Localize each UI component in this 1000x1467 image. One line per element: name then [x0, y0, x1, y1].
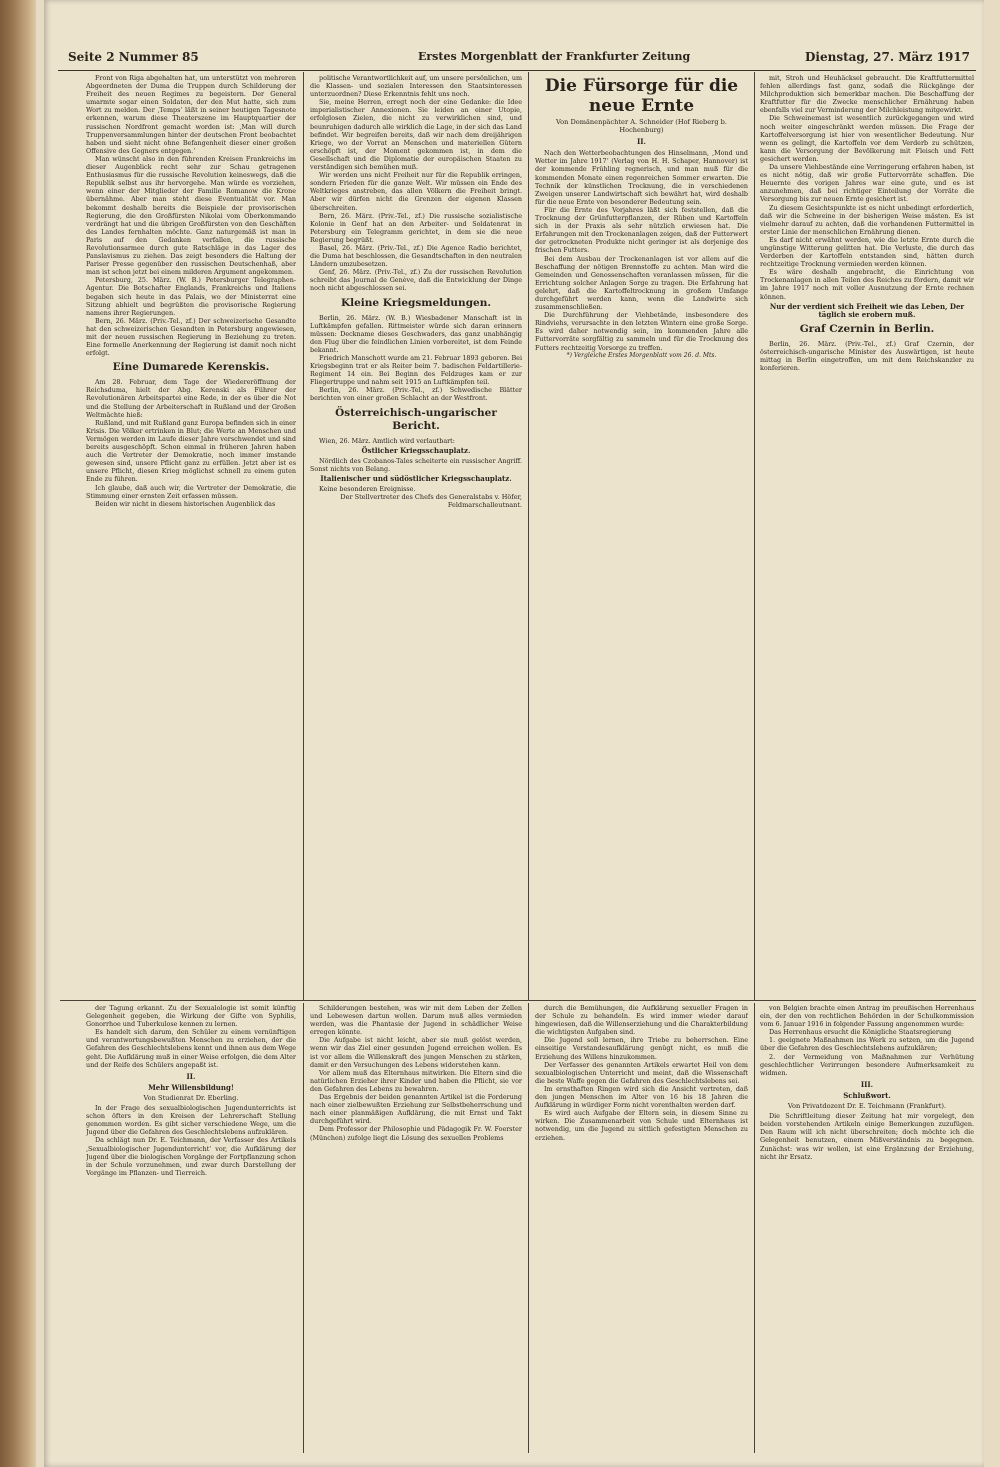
paragraph: Genf, 26. März. (Priv.-Tel., zf.) Zu der russischen Revolution schreibt das Journal de Genève, daß die Entwicklung der Dinge noch nicht abgeschlossen sei. [310, 268, 522, 293]
lower-column-2 [310, 1004, 522, 1454]
paragraph: Der Verfasser des genannten Artikels erwartet Heil von dem sexualbiologischen Unterricht und meint, daß die Wissenschaft die beste Waffe gegen die Gefahren des Geschlechtslebens sei. [535, 1060, 748, 1085]
paragraph: politische Verantwortlichkeit auf, um unsere persönlichen, um die Klassen- und sozialen Interessen den Staatsinteressen unterzuordnen? Diese Erkenntnis fehlt uns noch. [310, 74, 522, 99]
section-number: II. [186, 1071, 196, 1081]
column-rule [528, 72, 529, 1000]
paragraph: Am 28. Februar, dem Tage der Wiedereröffnung der Reichsduma, hielt der Abg. Kerenski als Führer der Revolutionären Arbeitspartei eine Rede, in der es über die Not und die Stellung der Arbeiterschaft in Rußland und der Großen Weltmächte hieß: [86, 378, 296, 419]
paragraph: Keine besonderen Ereignisse. [319, 485, 416, 494]
subheading: Östlicher Kriegsschauplatz. [361, 445, 471, 455]
paragraph: Basel, 26. März. (Priv.-Tel., zf.) Die Agence Radio berichtet, die Duma hat beschlossen, die Gesandtschaften in den neutralen Ländern umzubesetzen. [310, 243, 522, 269]
article-title: Die Fürsorge für die neue Ernte [544, 76, 739, 116]
column-rule [754, 72, 755, 1000]
subheading: Schlußwort. [843, 1090, 891, 1100]
paragraph: Die Jugend soll lernen, ihre Triebe zu beherrschen. Eine einseitige Verstandesaufklärung genügt nicht, es muß die Erziehung des Willens hinzukommen. [535, 1036, 748, 1061]
dateline: Wien, 26. März. Amtlich wird verlautbart: [319, 436, 455, 445]
paragraph: Die Schweinemast ist wesentlich zurückgegangen und wird noch weiter eingeschränkt werden müssen. Die Frage der Kartoffelversorgung ist hier von wesentlicher Bedeutung. Nur wenn es gelingt, die Kartoffeln vor dem Verderb zu schützen, kann die Versorgung der Bevölkerung mit Fleisch und Fett gesichert werden. [760, 114, 974, 163]
paragraph: Im ernsthaften Ringen wird sich die Ansicht vertreten, daß den jungen Menschen im Alter von 16 bis 18 Jahren die Aufklärung in würdiger Form nicht vorenthalten werden darf. [535, 1084, 748, 1110]
running-header [58, 46, 976, 71]
column-rule [528, 1003, 529, 1453]
issue-date: Dienstag, 27. März 1917 [805, 50, 970, 64]
column-2 [310, 74, 522, 998]
paragraph: Das Herrenhaus ersucht die Königliche Staatsregierung [769, 1028, 952, 1037]
paragraph: Ich glaube, daß auch wir, die Vertreter der Demokratie, die Stimmung einer ernsten Zeit erfassen müssen. [86, 483, 296, 500]
paragraph: Das Ergebnis der beiden genannten Artikel ist die Forderung nach einer zielbewußten Erziehung zur Selbstbeherrschung und nach einer planmäßigen Aufklärung, die mit Ernst und Takt durchgeführt wird. [310, 1093, 522, 1126]
paragraph: Vor allem muß das Elternhaus mitwirken. Die Eltern sind die natürlichen Erzieher ihrer Kinder und haben die Pflicht, sie vor den Gefahren des Lebens zu bewahren. [310, 1068, 522, 1093]
paragraph: Bern, 26. März. (Priv.-Tel., zf.) Die russische sozialistische Kolonie in Genf hat an den Arbeiter- und Soldatenrat in Petersburg ein Telegramm gerichtet, in dem sie die neue Regierung begrüßt. [310, 211, 522, 244]
byline: Von Privatdozent Dr. E. Teichmann (Frankfurt). [787, 1102, 947, 1111]
paragraph: Es wäre deshalb angebracht, die Einrichtung von Trockenanlagen in allen Teilen des Reiches zu fördern, damit wir im Jahre 1917 noch mit voller Ausnutzung der Ernte rechnen können. [760, 268, 974, 301]
section-rule [60, 1000, 976, 1001]
paragraph: Rußland, und mit Rußland ganz Europa befinden sich in einer Krisis. Die Völker ertrinken in Blut; die Werte an Menschen und Vermögen werden im Laufe dieser Jahre verschwendet und sind bereits ausgeschöpft. Schon einmal in früheren Jahren haben auch die Vertreter der Demokratie, noch immer imstande gewesen sind, unsere Pflicht ganz zu erfüllen. Jetzt aber ist es unsere Pflicht, diesen Krieg möglichst schnell zu einem guten Ende zu führen. [86, 418, 296, 484]
lower-column-3 [535, 1004, 748, 1454]
column-3 [535, 74, 748, 998]
section-number: III. [860, 1079, 874, 1089]
masthead: Erstes Morgenblatt der Frankfurter Zeitung [418, 50, 691, 63]
paragraph: 1. geeignete Maßnahmen ins Werk zu setzen, um die Jugend über die Gefahren des Geschlechtslebens aufzuklären; [760, 1036, 974, 1053]
paragraph: Sie, meine Herren, erregt noch der eine Gedanke: die Idee imperialistischer Annexionen. Sie leiden an einer Utopie, erfolglosen Zielen, die nicht zu verwirklichen sind, und beunruhigen dadurch alle wirklich die Lage, in der sich das Land befindet. Wir begreifen bereits, daß wir nach dem dreijährigen Kriege, wo der Vorrat an Menschen und materiellen Gütern erschöpft ist, der Moment gekommen ist, in dem die Gesellschaft und die Diplomatie der europäischen Staaten zu verständigen sich bemühen muß. [310, 98, 522, 172]
paragraph: Nördlich des Czobanos-Tales scheiterte ein russischer Angriff. Sonst nichts von Belang. [310, 456, 522, 473]
paragraph: von Belgien brachte einen Antrag im preußischen Herrenhaus ein, der den von rechtlichen Behörden in der Schulkommission vom 6. Januar 1916 in folgender Fassung angenommen wurde: [760, 1004, 974, 1029]
lower-column-1 [86, 1004, 296, 1454]
paragraph: Da unsere Viehbestände eine Verringerung erfahren haben, ist es nicht nötig, daß wir große Futtervorräte schaffen. Die Heuernte des vorigen Jahres war eine gute, und es ist anzunehmen, daß bei richtiger Einteilung der Vorräte die Versorgung bis zur neuen Ernte gesichert ist. [760, 163, 974, 204]
article-heading: Eine Dumarede Kerenskis. [112, 361, 270, 374]
paragraph: Es handelt sich darum, den Schüler zu einem vernünftigen und verantwortungsbewußten Menschen zu erziehen, der die Gefahren des Geschlechtslebens kennt und ihnen aus dem Wege geht. Die Aufklärung muß in einer Weise erfolgen, die dem Alter und der Reife des Schülers angepaßt ist. [86, 1028, 296, 1069]
paragraph: durch die Bemühungen, die Aufklärung sexueller Fragen in der Schule zu behandeln. Es wird immer wieder darauf hingewiesen, daß die Willenserziehung und die Charakterbildung die wichtigsten Aufgaben sind. [535, 1004, 748, 1037]
paragraph: Nach den Wetterbeobachtungen des Hinselmann, ‚Mond und Wetter im Jahre 1917‘ (Verlag von H. H. Schaper, Hannover) ist der kommende Frühling regnerisch, und man muß für die kommenden Monate einen regenreichen Sommer erwarten. Die Technik der künstlichen Trocknung, die in verschiedenen Zweigen unserer Landwirtschaft sich bewährt hat, wird deshalb für die neue Ernte von besonderer Bedeutung sein. [535, 149, 748, 206]
article-heading: Graf Czernin in Berlin. [799, 322, 935, 335]
paragraph: 2. der Vermeidung von Maßnahmen zur Verhütung geschlechtlicher Verirrungen besondere Aufmerksamkeit zu widmen. [760, 1052, 974, 1077]
paragraph: Dem Professor der Philosophie und Pädagogik Fr. W. Foerster (München) zufolge liegt die Lösung des sexuellen Problems [310, 1125, 522, 1142]
paragraph: Friedrich Manschott wurde am 21. Februar 1893 geboren. Bei Kriegsbeginn trat er als Reiter beim 7. badischen Feldartillerie-Regiment 14 ein. Bei Beginn des Feldzuges kam er zur Fliegertruppe und nahm seit 1915 an Luftkämpfen teil. [310, 354, 522, 387]
paragraph: Petersburg, 25. März. (W. B.) Petersburger Telegraphen-Agentur. Die Botschafter Englands, Frankreichs und Italiens begaben sich heute in das Palais, wo der Ministerrat eine Sitzung abhielt und begrüßten die provisorische Regierung namens ihrer Regierungen. [86, 276, 296, 317]
paragraph: Berlin, 26. März. (Priv.-Tel., zf.) Schwedische Blätter berichten von einer großen Schlacht an der Westfront. [310, 386, 522, 403]
paragraph: Front von Riga abgehalten hat, um unterstützt von mehreren Abgeordneten der Duma die Truppen durch Schilderung der Freiheit des neuen Regimes zu begeistern. Der General umarmte sogar einen Soldaten, der den Mut hatte, sich zum Wort zu melden. Der ‚Temps‘ läßt in seiner heutigen Tagesnote erkennen, warum diese Theaterszene im Hauptquartier der russischen Nordfront gemacht worden ist: ‚Man will durch Truppenversammlungen hinter der deutschen Front beobachtet haben und sieht nicht ohne Befangenheit dieser einer großen Offensive des Gegners entgegen.‘ [86, 74, 296, 155]
byline: Von Domänenpächter A. Schneider (Hof Rieberg b. Hochenburg) [556, 118, 727, 135]
signature: Der Stellvertreter des Chefs des Generalstabs v. Höfer, Feldmarschalleutnant. [340, 493, 522, 510]
paragraph: Berlin, 26. März. (W. B.) Wiesbadener Manschaft ist in Luftkämpfen gefallen. Rittmeister würde sich daran erinnern müssen: Deckname dieses Geschwaders, das ganz unabhängig den Flug über die feindlichen Linien vorbereitet, ist dem Feinde bekannt. [310, 313, 522, 354]
paragraph: Bei dem Ausbau der Trockenanlagen ist vor allem auf die Beschaffung der nötigen Brennstoffe zu achten. Man wird die Gemeinden und Genossenschaften veranlassen müssen, für die Errichtung solcher Anlagen Sorge zu tragen. Die Erfahrung hat gelehrt, daß die Kartoffeltrocknung in großem Umfange durchgeführt werden kann, wenn die Landwirte sich zusammenschließen. [535, 254, 748, 312]
paragraph: Es darf nicht erwähnt werden, wie die letzte Ernte durch die ungünstige Witterung gelitten hat. Die Verluste, die durch das Verderben der Kartoffeln entstanden sind, hätten durch rechtzeitige Trocknung vermieden werden können. [760, 235, 974, 269]
paragraph: Die Aufgabe ist nicht leicht, aber sie muß gelöst werden, wenn wir das Ziel einer gesunden Jugend erreichen wollen. Es ist vor allem die Willenskraft des jungen Menschen zu stärken, damit er den Versuchungen des Lebens widerstehen kann. [310, 1036, 522, 1069]
paragraph: Man wünscht also in den führenden Kreisen Frankreichs im dieser Augenblick recht sehr zur Schau getragenen Enthusiasmus für die russische Revolution keineswegs, daß die Republik selbst aus ihr hervorgehe. Man würde es vorziehen, wenn einer der Mitglieder der Familie Romanow die Krone übernähme. Aber man steht diese Eventualität vor. Man bekommt deshalb bereits die Beispiele der provisorischen Regierung, die den Großfürsten Nikolai vom Oberkommando verdrängt hat und die übrigen Großfürsten von den Geschäften des Landes fernhalten möchte. Ganz naturgemäß ist man in Paris auf den Gedanken verfallen, die russische Revolutionsarmee durch gute Ratschläge in das Lager des Panslavismus zu ziehen. Das zeigt besonders die Haltung der Pariser Presse gegenüber den russischen Deutschenhaß, aber man ist schon jetzt bei einem milderen Argument angekommen. [86, 154, 296, 277]
paragraph: Die Schriftleitung dieser Zeitung hat mir vorgelegt, den beiden vorstehenden Artikeln einige Bemerkungen zuzufügen. Den Raum will ich nicht überschreiten; doch möchte ich die Gelegenheit benutzen, einem Mißverständnis zu begegnen. Zunächst: was wir wollen, ist eine Ergänzung der Erziehung, nicht ihr Ersatz. [760, 1112, 974, 1161]
column-4 [760, 74, 974, 998]
paragraph: mit, Stroh und Heuhäcksel gebraucht. Die Kraftfuttermittel fehlen allerdings fast ganz, sodaß die Rückgänge der Milchproduktion sich bemerkbar machen. Die Beschaffung der Kraftfutter für die Zwecke menschlicher Ernährung haben ebenfalls viel zur Verminderung der Milchleistung mitgewirkt. [760, 74, 974, 115]
paragraph: Es wird auch Aufgabe der Eltern sein, in diesem Sinne zu wirken. Die Zusammenarbeit von Schule und Elternhaus ist notwendig, um die Jugend zu sittlich gefestigten Menschen zu erziehen. [535, 1109, 748, 1142]
page-number: Seite 2 Nummer 85 [68, 50, 199, 64]
article-heading: Österreichisch-ungarischer Bericht. [335, 406, 497, 432]
section-number: II. [637, 137, 646, 147]
article-heading: Kleine Kriegsmeldungen. [340, 296, 492, 309]
footnote: *) Vergleiche Erstes Morgenblatt vom 26. d. Mts. [566, 351, 717, 359]
paragraph: Bern, 26. März. (Priv.-Tel., zf.) Der schweizerische Gesandte hat den schweizerischen Gesandten in Petersburg angewiesen, mit der neuen russischen Regierung in Beziehung zu treten. Eine formelle Anerkennung der Regierung ist damit noch nicht erfolgt. [86, 316, 296, 358]
paragraph: Für die Ernte des Vorjahres läßt sich feststellen, daß die Trocknung der Grünfutterpflanzen, der Rüben und Kartoffeln sich in der Praxis als sehr nützlich erwiesen hat. Die Erfahrungen mit den Trockenanlagen zeigen, daß der Futterwert der getrockneten Produkte nicht geringer ist als derjenige des frischen Futters. [535, 205, 748, 255]
paragraph: Die Durchführung der Viehbetände, insbesondere des Rindviehs, verursachte in den letzten Wintern eine große Sorge. Es wird daher notwendig sein, im kommenden Jahre alle Futtervorräte sorgfältig zu sammeln und für die Trocknung des Futters rechtzeitig Vorsorge zu treffen. [535, 311, 748, 352]
paragraph: In der Frage des sexualbiologischen Jugendunterrichts ist schon öfters in den Kreisen der Lehrerschaft Stellung genommen worden. Es gibt sicher verschiedene Wege, um die Jugend über die Gefahren des Geschlechtslebens aufzuklären. [86, 1104, 296, 1137]
paragraph: Zu diesem Gesichtspunkte ist es nicht unbedingt erforderlich, daß wir die Schweine in der bisherigen Weise mästen. Es ist vielmehr darauf zu achten, daß die vorhandenen Futtermittel in erster Linie der menschlichen Ernährung dienen. [760, 203, 974, 236]
column-rule [303, 72, 304, 1000]
quote: Nur der verdient sich Freiheit wie das Leben, Der täglich sie erobern muß. [769, 301, 965, 319]
column-1 [86, 74, 296, 998]
paragraph: Berlin, 26. März. (Priv.-Tel., zf.) Graf Czernin, der österreichisch-ungarische Minister des Auswärtigen, ist heute mittag in Berlin eingetroffen, um mit dem Reichskanzler zu konferieren. [760, 339, 974, 373]
paragraph: Wir werden uns nicht Freiheit nur für die Republik erringen, sondern Frieden für die ganze Welt. Wir müssen ein Ende des Weltkrieges anstreben, das allen Völkern die Freiheit bringt. Aber wir dürfen nicht die Grenzen der eigenen Klassen überschreiten. [310, 171, 522, 212]
paragraph: Beiden wir nicht in diesem historischen Augenblick das [95, 499, 276, 508]
paragraph: der Tagung erkannt. Zu der Sexualologie ist somit künftig Gelegenheit gegeben, die Wirkung der Gifte von Syphilis, Gonorrhoe und Tuberkulose kennen zu lernen. [86, 1004, 296, 1029]
column-rule [754, 1003, 755, 1453]
byline: Von Studienrat Dr. Eberling. [143, 1093, 239, 1102]
book-binding [0, 0, 36, 1467]
paragraph: Da schlägt nun Dr. E. Teichmann, der Verfasser des Artikels ‚Sexualbiologischer Jugendunterricht‘ vor, die Aufklärung der Jugend über die biologischen Vorgänge der Fortpflanzung schon in der Schule vorzunehmen, und zwar durch Darstellung der Vorgänge im Pflanzen- und Tierreich. [86, 1136, 296, 1177]
column-rule [303, 1003, 304, 1453]
subheading: Mehr Willensbildung! [148, 1082, 234, 1092]
lower-column-4 [760, 1004, 974, 1454]
subheading: Italienischer und südöstlicher Kriegsschauplatz. [320, 473, 512, 483]
paragraph: Schilderungen bestehen, was wir mit dem Leben der Zellen und Lebewesen dartun wollen. Darum muß alles vermieden werden, was die Phantasie der Jugend in schädlicher Weise erregen könnte. [310, 1004, 522, 1037]
